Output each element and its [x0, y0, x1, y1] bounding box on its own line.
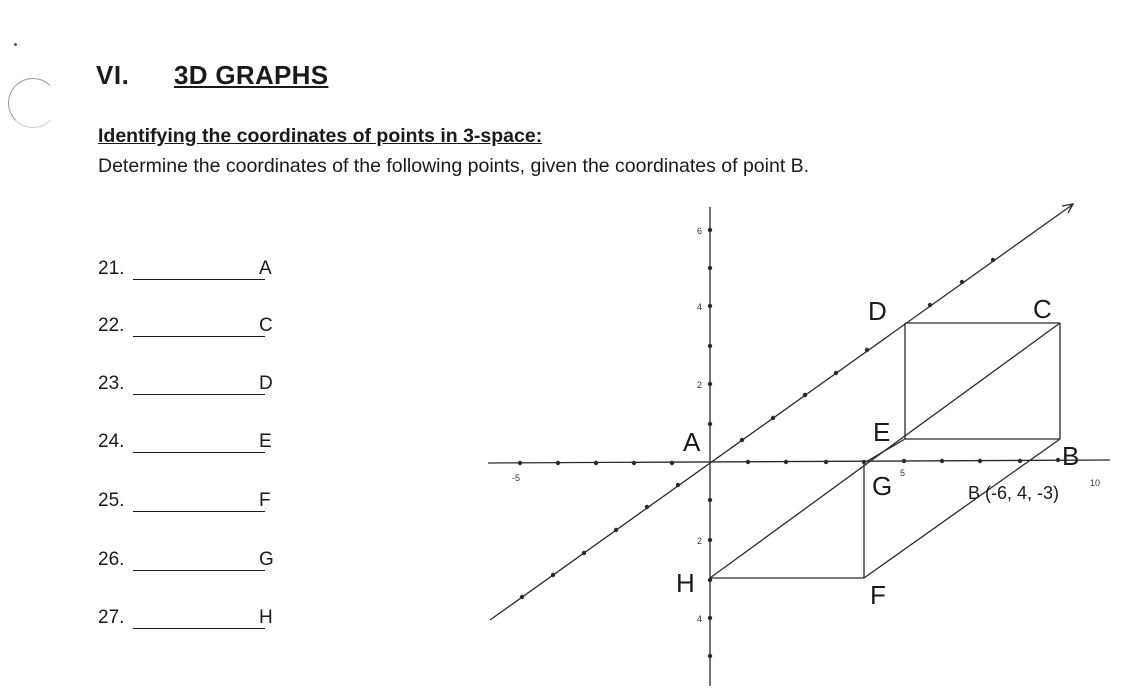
z-tick-label: 2	[697, 380, 703, 390]
question-number: 27.	[98, 607, 125, 628]
point-label-c: C	[1033, 294, 1052, 324]
z-tick-label: 4	[697, 614, 703, 624]
question-point-label: H	[259, 607, 273, 628]
given-point-coordinates: B (-6, 4, -3)	[968, 483, 1060, 503]
question-number: 24.	[98, 431, 125, 452]
instructions: Determine the coordinates of the following points, given the coordinates of point B.	[98, 155, 810, 177]
point-label-f: F	[870, 580, 886, 610]
point-label-a: A	[683, 427, 701, 457]
z-tick-label: 6	[697, 226, 703, 236]
z-tick-label: 4	[697, 302, 703, 312]
y-tick-label: -5	[512, 473, 521, 483]
question-number: 22.	[98, 315, 125, 336]
question-point-label: G	[259, 549, 274, 570]
point-label-g: G	[872, 471, 893, 501]
question-point-label: C	[259, 315, 273, 336]
point-label-d: D	[868, 296, 887, 326]
question-point-label: E	[259, 431, 272, 452]
y-tick-label: 5	[900, 468, 906, 478]
section-title: 3D GRAPHS	[174, 60, 329, 90]
x-axis	[490, 205, 1072, 620]
axis-tick-marks	[518, 228, 1060, 658]
question-point-label: F	[259, 490, 271, 511]
section-number: VI.	[96, 60, 130, 90]
point-label-b: B	[1062, 441, 1080, 471]
question-point-label: D	[259, 373, 273, 394]
y-tick-label: 10	[1090, 478, 1101, 488]
point-label-h: H	[676, 568, 695, 598]
z-tick-label: 2	[697, 536, 703, 546]
point-label-e: E	[873, 417, 891, 447]
question-number: 23.	[98, 373, 125, 394]
subheading: Identifying the coordinates of points in 3-space:	[98, 125, 543, 147]
question-number: 21.	[98, 258, 125, 279]
question-number: 25.	[98, 490, 125, 511]
question-number: 26.	[98, 549, 125, 570]
edge-F-B	[864, 439, 1060, 578]
question-point-label: A	[259, 258, 272, 279]
y-axis	[488, 460, 1110, 463]
